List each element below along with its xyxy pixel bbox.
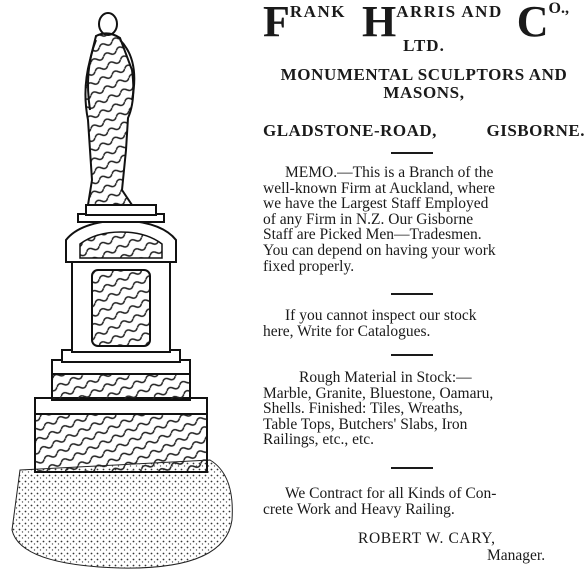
memo-paragraph: MEMO.—This is a Branch of the well-known Firm at Auckland, where we have the Largest Staff Employed of any Firm in N.Z. Our Gisborne Staff are Picked Men—Tradesmen. You can depend on having your work fixed properly. (263, 164, 496, 275)
stock-paragraph: Rough Material in Stock:— Marble, Granite, Bluestone, Oamaru, Shells. Finished: Tiles, Wreaths, Table Tops, Butchers' Slabs, Iron Railings, etc., etc. (263, 369, 494, 449)
catalogue-paragraph: If you cannot inspect our stock here, Write for Catalogues. (263, 307, 477, 340)
signature-title: Manager. (487, 547, 546, 564)
divider (391, 152, 433, 154)
plinth-middle (52, 372, 190, 400)
monument-illustration (0, 0, 250, 573)
contract-paragraph: We Contract for all Kinds of Con- crete Work and Heavy Railing. (263, 485, 497, 518)
address-line: GLADSTONE-ROAD, GISBORNE. (263, 121, 585, 140)
statue-figure (85, 13, 134, 205)
divider (391, 293, 433, 295)
signature-name: ROBERT W. CARY, (358, 530, 496, 547)
divider (391, 354, 433, 356)
divider (391, 467, 433, 469)
advertisement-text (263, 0, 585, 573)
company-ltd: LTD. (403, 36, 445, 55)
plinth-bottom (35, 412, 207, 472)
company-name: FRANK HARRIS AND CO., (263, 0, 569, 46)
trade-description: MONUMENTAL SCULPTORS AND MASONS, (280, 65, 568, 102)
ground-base (12, 460, 232, 568)
